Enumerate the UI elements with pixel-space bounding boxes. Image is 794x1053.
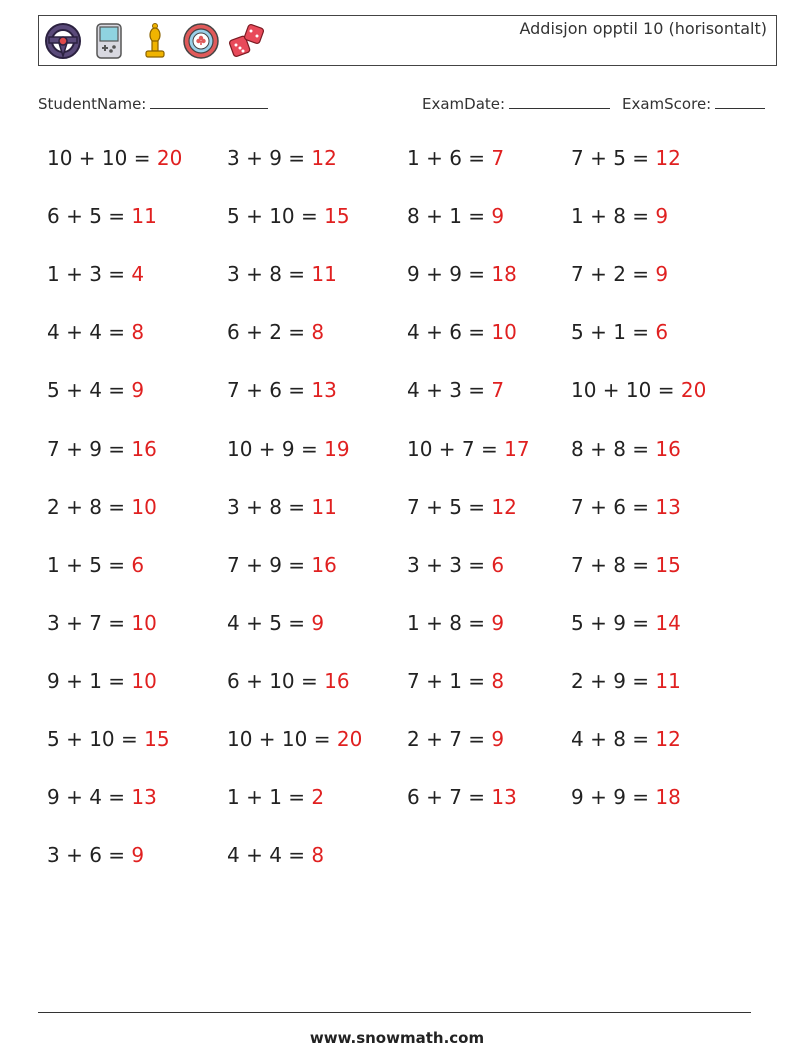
problem-item: [571, 262, 668, 286]
problem-item: [571, 727, 681, 751]
problem-question: 9 + 1 =: [47, 669, 132, 693]
problem-item: [47, 146, 182, 170]
icon-row: [43, 20, 267, 62]
problem-answer: 16: [131, 437, 157, 461]
problem-question: 8 + 8 =: [571, 437, 656, 461]
problem-item: [571, 553, 681, 577]
problem-answer: 15: [144, 727, 170, 751]
problem-question: 4 + 3 =: [407, 378, 492, 402]
exam-date-blank[interactable]: [509, 93, 610, 109]
problem-answer: 7: [491, 146, 505, 170]
problem-question: 7 + 9 =: [227, 553, 312, 577]
problem-item: [407, 669, 504, 693]
problem-item: [227, 378, 337, 402]
problem-answer: 13: [491, 785, 517, 809]
problem-question: 4 + 6 =: [407, 320, 492, 344]
problem-answer: 20: [156, 146, 183, 170]
exam-date-field: [422, 93, 610, 113]
problem-question: 7 + 1 =: [407, 669, 492, 693]
problem-question: 10 + 9 =: [227, 437, 325, 461]
problem-item: [571, 204, 668, 228]
problem-item: [571, 785, 681, 809]
problem-answer: 2: [311, 785, 325, 809]
problem-answer: 9: [491, 727, 505, 751]
problem-question: 1 + 6 =: [407, 146, 492, 170]
problem-answer: 10: [131, 611, 157, 635]
problem-answer: 15: [655, 553, 681, 577]
problem-answer: 9: [131, 843, 145, 867]
problem-answer: 11: [311, 262, 337, 286]
problem-question: 7 + 6 =: [571, 495, 656, 519]
dice-icon: [227, 20, 267, 62]
problem-item: [47, 495, 157, 519]
problem-answer: 16: [655, 437, 681, 461]
problem-item: [227, 727, 362, 751]
problem-item: [407, 437, 530, 461]
problem-question: 7 + 9 =: [47, 437, 132, 461]
problem-answer: 20: [336, 727, 363, 751]
problem-question: 9 + 9 =: [571, 785, 656, 809]
problem-question: 10 + 10 =: [47, 146, 157, 170]
problem-answer: 18: [655, 785, 681, 809]
problem-question: 3 + 7 =: [47, 611, 132, 635]
problem-question: 4 + 4 =: [47, 320, 132, 344]
problem-item: [571, 378, 706, 402]
exam-score-blank[interactable]: [715, 93, 765, 109]
problem-question: 3 + 6 =: [47, 843, 132, 867]
problem-question: 8 + 1 =: [407, 204, 492, 228]
problem-answer: 13: [131, 785, 157, 809]
problem-item: [227, 320, 324, 344]
problem-answer: 9: [311, 611, 325, 635]
problem-question: 10 + 7 =: [407, 437, 505, 461]
problem-question: 5 + 9 =: [571, 611, 656, 635]
problem-question: 5 + 10 =: [47, 727, 145, 751]
problem-question: 1 + 3 =: [47, 262, 132, 286]
problem-answer: 11: [311, 495, 337, 519]
problem-item: [227, 785, 324, 809]
problem-answer: 9: [491, 204, 505, 228]
problem-question: 1 + 5 =: [47, 553, 132, 577]
steering-wheel-icon: [43, 20, 83, 62]
problem-item: [571, 495, 681, 519]
problem-item: [47, 843, 144, 867]
handheld-game-icon: [89, 20, 129, 62]
problem-item: [571, 669, 681, 693]
problem-item: [407, 146, 504, 170]
problem-question: 1 + 8 =: [407, 611, 492, 635]
problem-question: 3 + 9 =: [227, 146, 312, 170]
problem-item: [571, 146, 681, 170]
problem-item: [47, 553, 144, 577]
problem-answer: 8: [491, 669, 505, 693]
problem-item: [407, 785, 517, 809]
problem-item: [571, 611, 681, 635]
problem-answer: 8: [311, 843, 325, 867]
problem-item: [571, 320, 668, 344]
problem-question: 1 + 8 =: [571, 204, 656, 228]
problem-answer: 10: [491, 320, 517, 344]
problem-item: [407, 611, 504, 635]
problem-question: 6 + 7 =: [407, 785, 492, 809]
problem-item: [407, 727, 504, 751]
problem-answer: 4: [131, 262, 145, 286]
problem-item: [47, 320, 144, 344]
problem-item: [227, 669, 350, 693]
problem-answer: 16: [324, 669, 350, 693]
problem-answer: 6: [491, 553, 505, 577]
worksheet-header: [38, 15, 777, 66]
problem-answer: 14: [655, 611, 681, 635]
problem-item: [407, 262, 517, 286]
problem-answer: 7: [491, 378, 505, 402]
problem-question: 6 + 2 =: [227, 320, 312, 344]
problem-item: [47, 204, 157, 228]
problem-question: 7 + 8 =: [571, 553, 656, 577]
problem-item: [407, 553, 504, 577]
problem-question: 5 + 4 =: [47, 378, 132, 402]
problem-question: 9 + 4 =: [47, 785, 132, 809]
problem-item: [47, 785, 157, 809]
problem-item: [47, 437, 157, 461]
problem-answer: 17: [504, 437, 530, 461]
problem-question: 10 + 10 =: [571, 378, 681, 402]
problem-item: [47, 378, 144, 402]
problem-question: 5 + 10 =: [227, 204, 325, 228]
problem-item: [407, 320, 517, 344]
problem-answer: 12: [491, 495, 517, 519]
problem-question: 4 + 4 =: [227, 843, 312, 867]
student-name-blank[interactable]: [150, 93, 268, 109]
problem-item: [47, 727, 170, 751]
problem-answer: 18: [491, 262, 517, 286]
problem-question: 2 + 8 =: [47, 495, 132, 519]
problem-answer: 9: [655, 204, 669, 228]
footer-divider: [38, 1012, 751, 1013]
problem-question: 5 + 1 =: [571, 320, 656, 344]
problem-item: [227, 495, 337, 519]
problem-question: 6 + 5 =: [47, 204, 132, 228]
problem-item: [407, 378, 504, 402]
problem-question: 3 + 8 =: [227, 495, 312, 519]
problem-answer: 9: [491, 611, 505, 635]
problem-answer: 10: [131, 495, 157, 519]
problem-answer: 12: [311, 146, 337, 170]
exam-score-field: [622, 93, 765, 113]
problem-question: 7 + 5 =: [407, 495, 492, 519]
problem-answer: 15: [324, 204, 350, 228]
problem-answer: 10: [131, 669, 157, 693]
problem-answer: 16: [311, 553, 337, 577]
problem-question: 4 + 5 =: [227, 611, 312, 635]
problem-question: 6 + 10 =: [227, 669, 325, 693]
problem-answer: 11: [131, 204, 157, 228]
problem-question: 9 + 9 =: [407, 262, 492, 286]
problem-answer: 11: [655, 669, 681, 693]
problem-question: 7 + 5 =: [571, 146, 656, 170]
footer-website: www.snowmath.com: [309, 1029, 485, 1047]
problem-item: [47, 262, 144, 286]
problem-answer: 8: [311, 320, 325, 344]
problem-answer: 19: [324, 437, 350, 461]
problem-answer: 6: [655, 320, 669, 344]
problem-answer: 13: [655, 495, 681, 519]
problem-item: [227, 146, 337, 170]
problem-item: [227, 611, 324, 635]
problem-item: [227, 262, 337, 286]
problem-item: [227, 204, 350, 228]
problem-answer: 12: [655, 146, 681, 170]
problem-item: [227, 437, 350, 461]
problem-question: 10 + 10 =: [227, 727, 337, 751]
problem-question: 4 + 8 =: [571, 727, 656, 751]
exam-date-label: ExamDate:: [422, 95, 506, 113]
problem-item: [227, 843, 324, 867]
problem-answer: 9: [655, 262, 669, 286]
problem-question: 7 + 6 =: [227, 378, 312, 402]
problem-question: 1 + 1 =: [227, 785, 312, 809]
problem-answer: 9: [131, 378, 145, 402]
problem-question: 2 + 7 =: [407, 727, 492, 751]
problem-item: [47, 669, 157, 693]
problem-answer: 20: [680, 378, 707, 402]
student-name-field: [38, 93, 268, 113]
problem-item: [571, 437, 681, 461]
problem-answer: 13: [311, 378, 337, 402]
problem-question: 2 + 9 =: [571, 669, 656, 693]
problem-answer: 8: [131, 320, 145, 344]
problem-question: 3 + 3 =: [407, 553, 492, 577]
problem-question: 7 + 2 =: [571, 262, 656, 286]
worksheet-title: Addisjon opptil 10 (horisontalt): [519, 19, 767, 38]
exam-score-label: ExamScore:: [622, 95, 712, 113]
problem-item: [407, 495, 517, 519]
problem-item: [227, 553, 337, 577]
chess-bishop-icon: [135, 20, 175, 62]
problem-item: [407, 204, 504, 228]
casino-chip-icon: [181, 20, 221, 62]
problem-answer: 6: [131, 553, 145, 577]
problem-question: 3 + 8 =: [227, 262, 312, 286]
student-name-label: StudentName:: [38, 95, 147, 113]
problem-item: [47, 611, 157, 635]
problem-answer: 12: [655, 727, 681, 751]
